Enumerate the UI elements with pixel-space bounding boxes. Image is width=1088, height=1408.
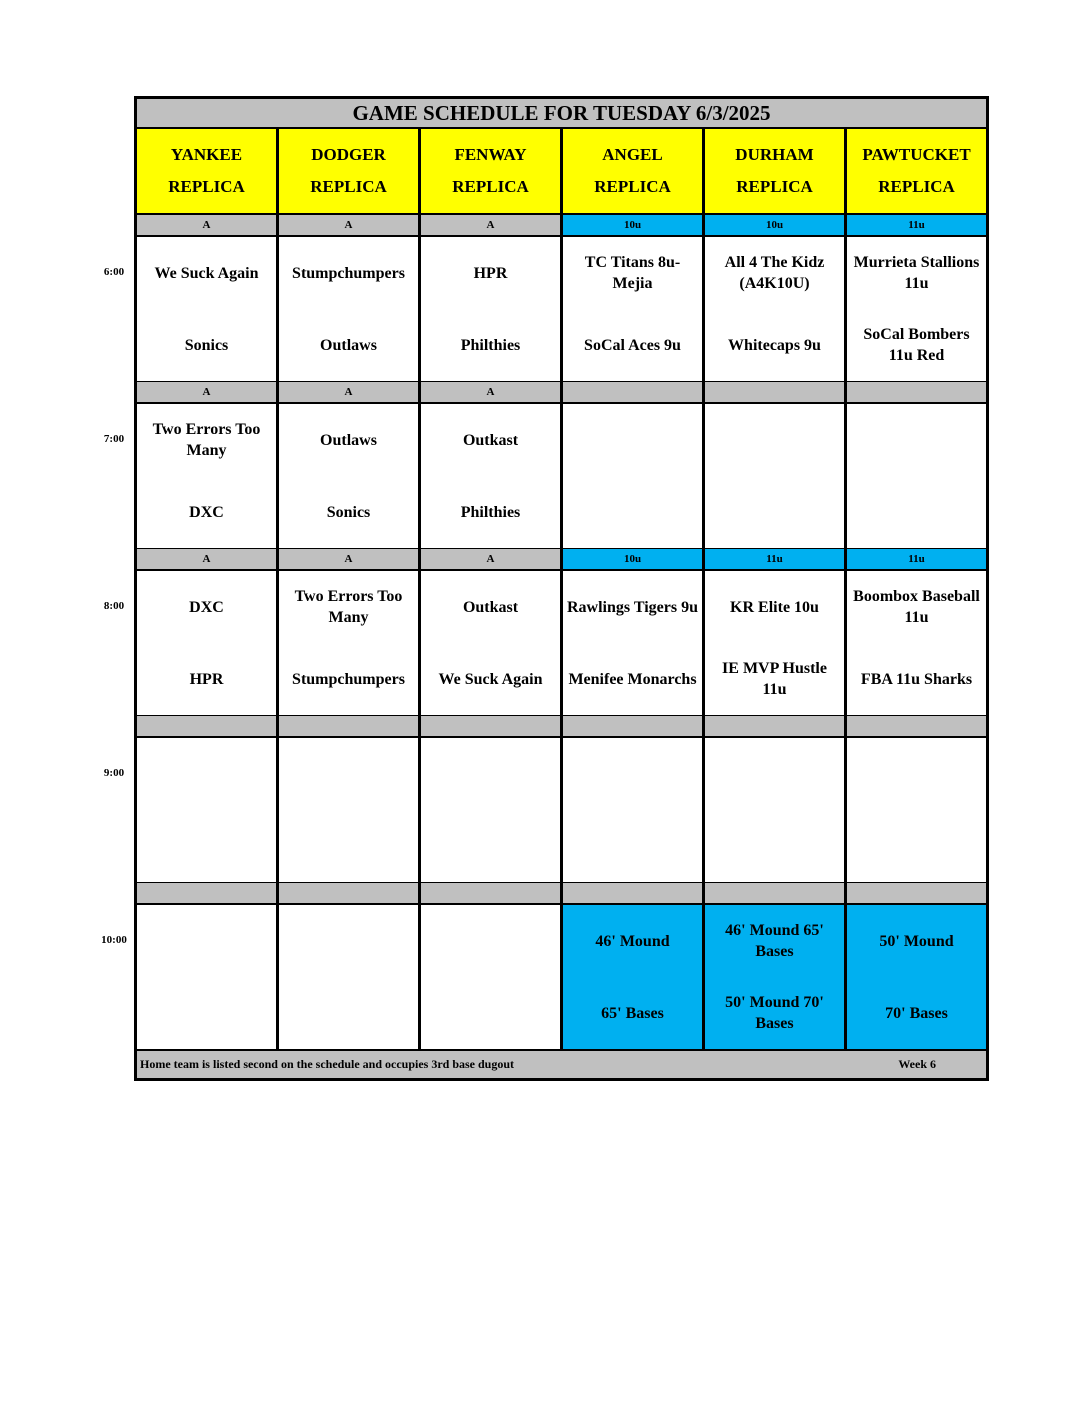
home-team: Menifee Monarchs bbox=[568, 670, 697, 688]
home-team: SoCal Bombers 11u Red bbox=[863, 326, 970, 364]
field-type: REPLICA bbox=[594, 177, 671, 196]
game-cell bbox=[704, 904, 845, 1050]
game-cell bbox=[278, 403, 419, 549]
game-cell bbox=[420, 570, 561, 716]
division-label bbox=[562, 882, 703, 904]
home-team bbox=[279, 810, 418, 882]
away-team: We Suck Again bbox=[154, 264, 259, 282]
away-team: Murrieta Stallions 11u bbox=[853, 254, 980, 292]
game-row bbox=[136, 236, 987, 382]
home-team: HPR bbox=[189, 670, 224, 688]
game-cell bbox=[704, 570, 845, 716]
game-row bbox=[136, 904, 987, 1050]
away-team bbox=[705, 404, 844, 476]
home-team bbox=[563, 476, 702, 548]
game-cell bbox=[846, 236, 987, 382]
away-team: 50' Mound bbox=[879, 932, 954, 950]
home-team: Stumpchumpers bbox=[292, 670, 405, 688]
field-type: REPLICA bbox=[168, 177, 245, 196]
home-team bbox=[705, 476, 844, 548]
division-row bbox=[136, 882, 987, 904]
game-row bbox=[136, 403, 987, 549]
division-label bbox=[420, 882, 561, 904]
away-team: Outlaws bbox=[320, 431, 377, 449]
division-label: 10u bbox=[704, 214, 845, 236]
field-header-row bbox=[136, 128, 987, 214]
division-label bbox=[278, 882, 419, 904]
time-label: 6:00 bbox=[103, 266, 125, 278]
game-cell bbox=[420, 236, 561, 382]
away-team: Two Errors Too Many bbox=[294, 588, 403, 626]
home-team: Outlaws bbox=[320, 336, 377, 354]
division-label bbox=[846, 381, 987, 403]
game-cell bbox=[562, 236, 703, 382]
page-title: GAME SCHEDULE FOR TUESDAY 6/3/2025 bbox=[136, 98, 987, 128]
home-team bbox=[137, 810, 276, 882]
division-row bbox=[136, 548, 987, 570]
title-row bbox=[136, 98, 987, 128]
field-name: FENWAY bbox=[454, 145, 527, 164]
home-team: We Suck Again bbox=[438, 670, 543, 688]
away-team: Outkast bbox=[462, 598, 519, 616]
game-cell bbox=[136, 236, 277, 382]
time-label: 10:00 bbox=[101, 934, 127, 946]
away-team: Outkast bbox=[462, 431, 519, 449]
home-team bbox=[279, 977, 418, 1049]
field-header-durham bbox=[704, 128, 845, 214]
field-type: REPLICA bbox=[878, 177, 955, 196]
division-label: A bbox=[420, 214, 561, 236]
division-label: 10u bbox=[562, 548, 703, 570]
game-cell bbox=[562, 570, 703, 716]
division-label: A bbox=[136, 381, 277, 403]
away-team: 46' Mound 65' Bases bbox=[725, 922, 824, 960]
away-team: HPR bbox=[473, 264, 508, 282]
division-label: A bbox=[420, 548, 561, 570]
home-team: 50' Mound 70' Bases bbox=[725, 994, 824, 1032]
home-team bbox=[137, 977, 276, 1049]
division-label: A bbox=[136, 548, 277, 570]
field-name: ANGEL bbox=[602, 145, 663, 164]
field-header-pawtucket bbox=[846, 128, 987, 214]
field-header-dodger bbox=[278, 128, 419, 214]
home-team: FBA 11u Sharks bbox=[860, 670, 973, 688]
away-team bbox=[847, 738, 986, 810]
game-row bbox=[136, 737, 987, 883]
division-label: A bbox=[278, 548, 419, 570]
division-label: A bbox=[278, 381, 419, 403]
division-label: A bbox=[278, 214, 419, 236]
game-row bbox=[136, 570, 987, 716]
game-cell bbox=[704, 403, 845, 549]
division-label bbox=[562, 381, 703, 403]
field-type: REPLICA bbox=[310, 177, 387, 196]
game-cell bbox=[704, 737, 845, 883]
field-name: DODGER bbox=[311, 145, 386, 164]
game-cell bbox=[278, 904, 419, 1050]
home-team: 65' Bases bbox=[601, 1004, 664, 1022]
division-label bbox=[846, 715, 987, 737]
home-team: Sonics bbox=[184, 336, 229, 354]
game-cell bbox=[420, 403, 561, 549]
division-label: A bbox=[136, 214, 277, 236]
away-team: All 4 The Kidz (A4K10U) bbox=[724, 254, 825, 292]
away-team bbox=[137, 738, 276, 810]
home-team bbox=[705, 810, 844, 882]
home-team: 70' Bases bbox=[885, 1004, 948, 1022]
away-team: Boombox Baseball 11u bbox=[853, 588, 980, 626]
division-label bbox=[704, 882, 845, 904]
game-cell bbox=[562, 403, 703, 549]
field-name: YANKEE bbox=[170, 145, 243, 164]
game-cell bbox=[562, 904, 703, 1050]
game-cell bbox=[278, 570, 419, 716]
away-team bbox=[137, 905, 276, 977]
footer-note: Home team is listed second on the schedule and occupies 3rd base dugout bbox=[140, 1057, 515, 1071]
home-team: IE MVP Hustle 11u bbox=[722, 660, 827, 698]
away-team: 46' Mound bbox=[595, 932, 670, 950]
away-team bbox=[279, 738, 418, 810]
home-team bbox=[421, 810, 560, 882]
division-label bbox=[136, 715, 277, 737]
away-team: TC Titans 8u-Mejia bbox=[584, 254, 681, 292]
division-label bbox=[420, 715, 561, 737]
game-cell bbox=[846, 570, 987, 716]
field-name: DURHAM bbox=[735, 145, 814, 164]
time-label: 7:00 bbox=[103, 433, 125, 445]
field-header-angel bbox=[562, 128, 703, 214]
field-type: REPLICA bbox=[452, 177, 529, 196]
home-team: Whitecaps 9u bbox=[728, 336, 821, 354]
division-label bbox=[278, 715, 419, 737]
away-team: Rawlings Tigers 9u bbox=[567, 598, 698, 616]
game-cell bbox=[136, 403, 277, 549]
game-cell bbox=[136, 737, 277, 883]
division-label: 10u bbox=[562, 214, 703, 236]
division-label bbox=[136, 882, 277, 904]
schedule-sheet bbox=[134, 96, 989, 1081]
game-cell bbox=[420, 737, 561, 883]
away-team bbox=[279, 905, 418, 977]
away-team bbox=[421, 738, 560, 810]
home-team: DXC bbox=[189, 503, 224, 521]
home-team: Sonics bbox=[326, 503, 371, 521]
field-header-fenway bbox=[420, 128, 561, 214]
division-label: 11u bbox=[704, 548, 845, 570]
field-header-yankee bbox=[136, 128, 277, 214]
home-team bbox=[847, 810, 986, 882]
away-team: Two Errors Too Many bbox=[152, 421, 261, 459]
away-team bbox=[563, 404, 702, 476]
game-cell bbox=[846, 904, 987, 1050]
away-team bbox=[847, 404, 986, 476]
field-type: REPLICA bbox=[736, 177, 813, 196]
home-team bbox=[421, 977, 560, 1049]
game-cell bbox=[846, 403, 987, 549]
game-cell bbox=[420, 904, 561, 1050]
footer bbox=[136, 1050, 987, 1079]
away-team bbox=[705, 738, 844, 810]
division-label: A bbox=[420, 381, 561, 403]
game-cell bbox=[278, 737, 419, 883]
home-team: SoCal Aces 9u bbox=[584, 336, 681, 354]
division-row bbox=[136, 715, 987, 737]
week-label: Week 6 bbox=[898, 1057, 936, 1071]
time-label: 9:00 bbox=[103, 767, 125, 779]
field-name: PAWTUCKET bbox=[862, 145, 971, 164]
footer-row bbox=[136, 1050, 987, 1079]
division-label bbox=[846, 882, 987, 904]
game-cell bbox=[704, 236, 845, 382]
away-team: KR Elite 10u bbox=[730, 598, 819, 616]
home-team bbox=[847, 476, 986, 548]
away-team: DXC bbox=[189, 598, 224, 616]
division-label: 11u bbox=[846, 548, 987, 570]
division-label bbox=[704, 715, 845, 737]
division-row bbox=[136, 381, 987, 403]
away-team: Stumpchumpers bbox=[292, 264, 405, 282]
time-label: 8:00 bbox=[103, 600, 125, 612]
division-label: 11u bbox=[846, 214, 987, 236]
game-cell bbox=[136, 570, 277, 716]
game-cell bbox=[136, 904, 277, 1050]
home-team: Philthies bbox=[460, 336, 521, 354]
game-cell bbox=[278, 236, 419, 382]
home-team bbox=[563, 810, 702, 882]
game-cell bbox=[846, 737, 987, 883]
division-row bbox=[136, 214, 987, 236]
division-label bbox=[704, 381, 845, 403]
away-team bbox=[563, 738, 702, 810]
home-team: Philthies bbox=[460, 503, 521, 521]
division-label bbox=[562, 715, 703, 737]
away-team bbox=[421, 905, 560, 977]
game-cell bbox=[562, 737, 703, 883]
